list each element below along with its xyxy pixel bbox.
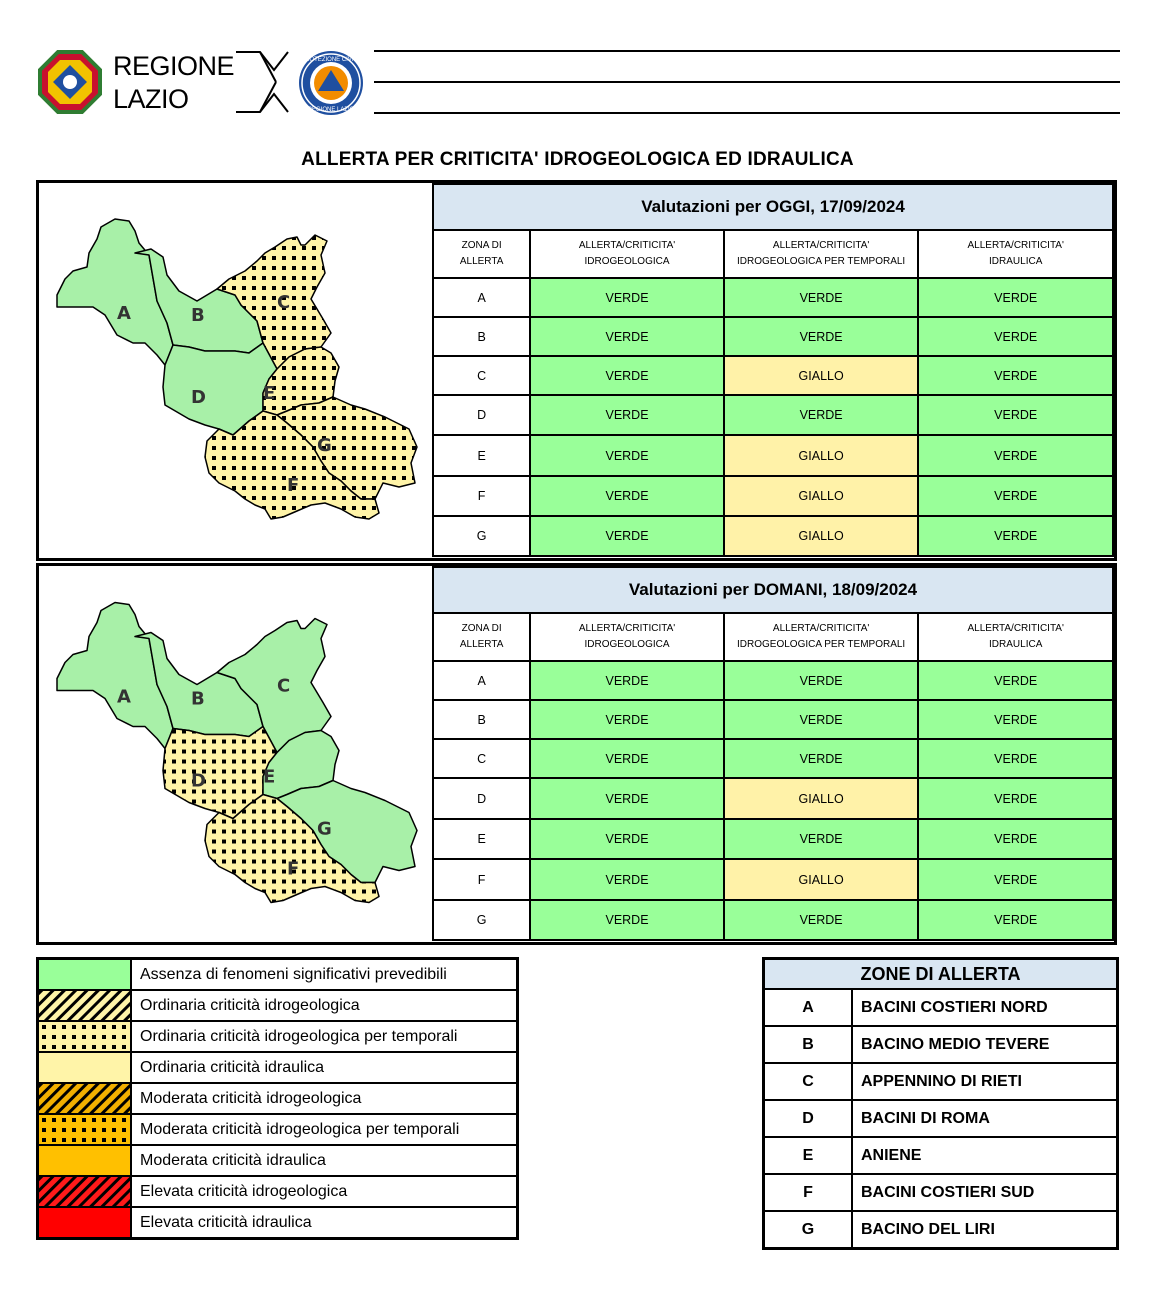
zone-code: C: [764, 1063, 853, 1100]
alert-level-cell: VERDE: [918, 476, 1113, 516]
map-label-c: C: [277, 675, 291, 697]
alert-level-cell: VERDE: [724, 317, 919, 356]
map-label-g: G: [317, 435, 332, 456]
alert-level-cell: VERDE: [530, 395, 724, 435]
col-temporali: ALLERTA/CRITICITA' IDROGEOLOGICA PER TEMPORALI: [724, 230, 919, 278]
alert-level-cell: VERDE: [918, 819, 1113, 859]
map-label-d: D: [191, 387, 206, 408]
map-label-e: E: [263, 766, 276, 788]
protezione-civile-badge-icon: [297, 49, 365, 117]
legend-swatch: [38, 1021, 132, 1052]
alert-level-cell: GIALLO: [724, 859, 919, 900]
logo-chevron-icon: [236, 50, 296, 114]
alert-level-cell: VERDE: [724, 661, 919, 700]
today-map-svg: [39, 183, 432, 558]
legend-label: Elevata criticità idraulica: [131, 1207, 518, 1239]
tomorrow-map-svg: [39, 566, 432, 942]
alert-level-cell: VERDE: [918, 435, 1113, 476]
legend-label: Ordinaria criticità idrogeologica per temporali: [131, 1021, 518, 1052]
alert-level-cell: VERDE: [530, 356, 724, 395]
alert-row: [433, 476, 1113, 516]
zone-code: E: [764, 1137, 853, 1174]
legend-row: [38, 1145, 518, 1176]
legend-row: [38, 990, 518, 1021]
badge-bottom-text: REGIONE LAZIO: [307, 107, 355, 113]
zone-row: [764, 1063, 1118, 1100]
alert-row: [433, 900, 1113, 940]
map-label-b: B: [191, 305, 205, 326]
alert-level-cell: VERDE: [724, 395, 919, 435]
map-label-a: A: [117, 303, 131, 324]
alert-level-cell: VERDE: [530, 278, 724, 317]
logo-line-regione: REGIONE: [113, 51, 235, 81]
today-alert-table: [432, 183, 1114, 557]
zone-name: BACINI COSTIERI SUD: [852, 1174, 1118, 1211]
zone-cell: A: [433, 661, 530, 700]
alert-level-cell: VERDE: [530, 859, 724, 900]
page-title: ALLERTA PER CRITICITA' IDROGEOLOGICA ED IDRAULICA: [301, 149, 854, 170]
zone-row: [764, 989, 1118, 1026]
zones-title: ZONE DI ALLERTA: [764, 959, 1118, 990]
legend-swatch: [38, 1176, 132, 1207]
header-rule: [374, 50, 1120, 52]
zone-code: D: [764, 1100, 853, 1137]
zones-table: [762, 957, 1119, 1250]
legend-label: Moderata criticità idraulica: [131, 1145, 518, 1176]
alert-level-cell: VERDE: [918, 739, 1113, 778]
col-idraulica: ALLERTA/CRITICITA' IDRAULICA: [918, 230, 1113, 278]
legend-label: Elevata criticità idrogeologica: [131, 1176, 518, 1207]
alert-row: [433, 661, 1113, 700]
legend-swatch: [38, 959, 132, 991]
legend-swatch: [38, 1052, 132, 1083]
zone-row: [764, 1100, 1118, 1137]
alert-level-cell: VERDE: [724, 900, 919, 940]
legend-swatch: [38, 1145, 132, 1176]
col-temporali: ALLERTA/CRITICITA' IDROGEOLOGICA PER TEMPORALI: [724, 613, 919, 661]
alert-row: [433, 859, 1113, 900]
alert-level-cell: VERDE: [530, 819, 724, 859]
zone-row: [764, 1026, 1118, 1063]
legend-swatch: [38, 1083, 132, 1114]
zone-cell: B: [433, 700, 530, 739]
col-zona: ZONA DI ALLERTA: [433, 613, 530, 661]
alert-level-cell: VERDE: [918, 516, 1113, 556]
today-map: [39, 183, 432, 558]
tomorrow-map: [39, 566, 432, 942]
alert-row: [433, 395, 1113, 435]
legend-row: [38, 1114, 518, 1145]
zone-name: BACINI COSTIERI NORD: [852, 989, 1118, 1026]
tomorrow-title: Valutazioni per DOMANI, 18/09/2024: [433, 567, 1113, 613]
map-label-a: A: [117, 686, 131, 708]
header-rule: [374, 81, 1120, 83]
map-label-e: E: [263, 383, 276, 404]
alert-level-cell: VERDE: [530, 900, 724, 940]
zone-name: BACINO DEL LIRI: [852, 1211, 1118, 1249]
zone-row: [764, 1137, 1118, 1174]
alert-row: [433, 278, 1113, 317]
legend-row: [38, 959, 518, 991]
alert-level-cell: VERDE: [724, 278, 919, 317]
alert-row: [433, 435, 1113, 476]
legend-label: Moderata criticità idrogeologica: [131, 1083, 518, 1114]
legend-swatch: [38, 990, 132, 1021]
alert-row: [433, 317, 1113, 356]
alert-level-cell: VERDE: [530, 739, 724, 778]
today-panel: [36, 180, 1117, 561]
zone-row: [764, 1211, 1118, 1249]
zone-name: BACINO MEDIO TEVERE: [852, 1026, 1118, 1063]
zone-cell: D: [433, 395, 530, 435]
alert-level-cell: VERDE: [918, 859, 1113, 900]
alert-level-cell: VERDE: [918, 278, 1113, 317]
alert-level-cell: VERDE: [724, 819, 919, 859]
legend-row: [38, 1052, 518, 1083]
zone-cell: D: [433, 778, 530, 819]
zone-cell: G: [433, 900, 530, 940]
alert-level-cell: VERDE: [918, 700, 1113, 739]
legend-row: [38, 1207, 518, 1239]
alert-level-cell: VERDE: [918, 778, 1113, 819]
alert-level-cell: VERDE: [530, 700, 724, 739]
zone-cell: F: [433, 859, 530, 900]
map-label-c: C: [277, 292, 291, 313]
legend-label: Ordinaria criticità idrogeologica: [131, 990, 518, 1021]
zone-code: F: [764, 1174, 853, 1211]
map-label-g: G: [317, 818, 332, 840]
logo-line-lazio: LAZIO: [113, 84, 189, 114]
alert-level-cell: VERDE: [530, 516, 724, 556]
badge-top-text: PROTEZIONE CIVILE: [301, 57, 361, 63]
map-label-f: F: [287, 475, 300, 496]
legend-row: [38, 1021, 518, 1052]
zone-cell: C: [433, 739, 530, 778]
tomorrow-alert-table: [432, 566, 1114, 941]
alert-level-cell: GIALLO: [724, 356, 919, 395]
zone-code: B: [764, 1026, 853, 1063]
col-idrogeologica: ALLERTA/CRITICITA' IDROGEOLOGICA: [530, 230, 724, 278]
tomorrow-panel: [36, 563, 1117, 945]
today-title: Valutazioni per OGGI, 17/09/2024: [433, 184, 1113, 230]
alert-level-cell: GIALLO: [724, 435, 919, 476]
alert-level-cell: VERDE: [530, 778, 724, 819]
alert-level-cell: VERDE: [530, 317, 724, 356]
alert-level-cell: VERDE: [530, 435, 724, 476]
alert-row: [433, 516, 1113, 556]
zone-code: G: [764, 1211, 853, 1249]
zone-name: ANIENE: [852, 1137, 1118, 1174]
legend-table: [36, 957, 519, 1240]
zone-cell: E: [433, 819, 530, 859]
alert-level-cell: VERDE: [918, 317, 1113, 356]
header-rule: [374, 112, 1120, 114]
col-idraulica: ALLERTA/CRITICITA' IDRAULICA: [918, 613, 1113, 661]
alert-level-cell: VERDE: [918, 661, 1113, 700]
alert-row: [433, 700, 1113, 739]
legend-label: Moderata criticità idrogeologica per temporali: [131, 1114, 518, 1145]
map-label-b: B: [191, 688, 205, 710]
legend-swatch: [38, 1207, 132, 1239]
zone-cell: E: [433, 435, 530, 476]
alert-level-cell: VERDE: [724, 700, 919, 739]
alert-level-cell: GIALLO: [724, 778, 919, 819]
zone-row: [764, 1174, 1118, 1211]
alert-row: [433, 356, 1113, 395]
alert-level-cell: VERDE: [530, 661, 724, 700]
alert-level-cell: VERDE: [724, 739, 919, 778]
col-idrogeologica: ALLERTA/CRITICITA' IDROGEOLOGICA: [530, 613, 724, 661]
map-label-d: D: [191, 770, 206, 792]
alert-level-cell: VERDE: [918, 356, 1113, 395]
zone-name: APPENNINO DI RIETI: [852, 1063, 1118, 1100]
zone-cell: A: [433, 278, 530, 317]
alert-level-cell: GIALLO: [724, 516, 919, 556]
alert-level-cell: VERDE: [918, 395, 1113, 435]
legend-label: Assenza di fenomeni significativi prevedibili: [131, 959, 518, 991]
zone-cell: F: [433, 476, 530, 516]
zone-cell: C: [433, 356, 530, 395]
zone-name: BACINI DI ROMA: [852, 1100, 1118, 1137]
alert-row: [433, 778, 1113, 819]
alert-level-cell: VERDE: [530, 476, 724, 516]
legend-label: Ordinaria criticità idraulica: [131, 1052, 518, 1083]
alert-level-cell: VERDE: [918, 900, 1113, 940]
zone-code: A: [764, 989, 853, 1026]
alert-level-cell: GIALLO: [724, 476, 919, 516]
legend-row: [38, 1083, 518, 1114]
zone-cell: G: [433, 516, 530, 556]
legend-row: [38, 1176, 518, 1207]
alert-row: [433, 739, 1113, 778]
map-label-f: F: [287, 858, 300, 880]
legend-swatch: [38, 1114, 132, 1145]
regione-lazio-emblem-icon: [38, 50, 102, 114]
alert-row: [433, 819, 1113, 859]
col-zona: ZONA DI ALLERTA: [433, 230, 530, 278]
zone-cell: B: [433, 317, 530, 356]
